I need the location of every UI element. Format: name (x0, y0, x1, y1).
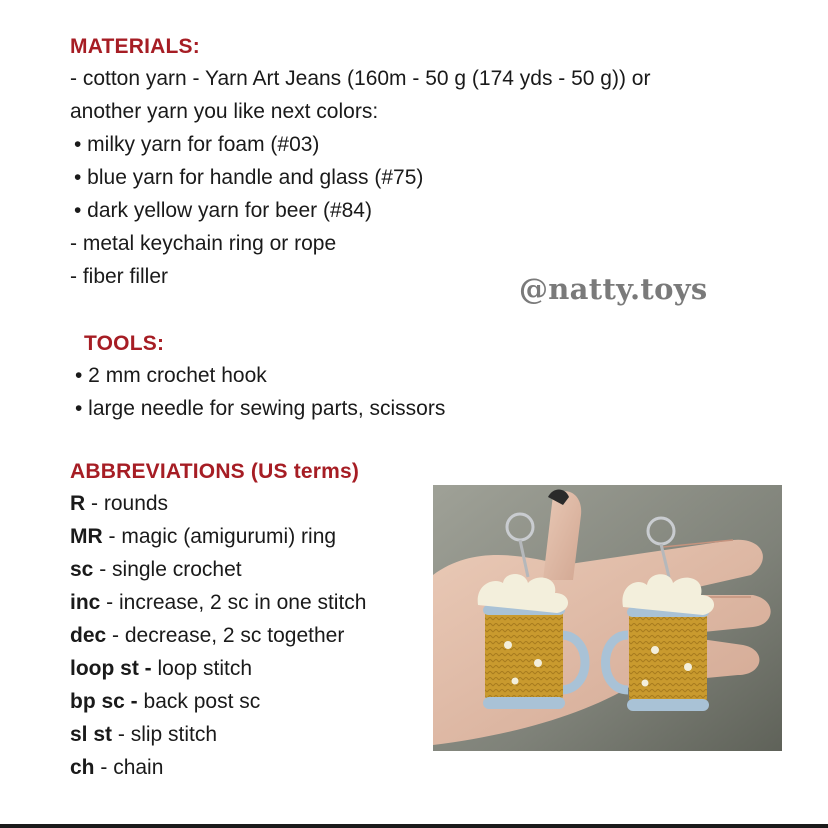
materials-line: • dark yellow yarn for beer (#84) (74, 199, 372, 222)
abbreviations-list (70, 487, 366, 784)
abbreviation-definition: loop stitch (157, 657, 253, 680)
abbreviation-item: dec - decrease, 2 sc together (70, 624, 345, 647)
tools-heading: TOOLS: (84, 332, 165, 355)
abbreviation-item (70, 652, 366, 685)
abbreviation-definition: single crochet (112, 558, 242, 581)
abbreviations-heading: ABBREVIATIONS (US terms) (70, 460, 360, 483)
abbreviation-definition: rounds (103, 492, 169, 515)
abbreviation-definition: chain (113, 756, 164, 779)
tools-line: • large needle for sewing parts, scissors (75, 397, 446, 420)
keychain-photo-illustration (433, 485, 782, 751)
abbreviation-item (70, 685, 366, 718)
materials-line: another yarn you like next colors: (70, 100, 379, 123)
abbreviation-definition: magic (amigurumi) ring (121, 525, 337, 548)
abbreviation-term: R (70, 492, 86, 515)
abbreviation-item: sc - single crochet (70, 558, 242, 581)
abbreviation-item: ch - chain (70, 756, 164, 779)
materials-heading: MATERIALS: (70, 35, 200, 58)
materials-list (70, 62, 650, 293)
abbreviation-term: sl st (70, 723, 113, 746)
materials-line: • milky yarn for foam (#03) (74, 133, 320, 156)
tools-list (75, 359, 445, 425)
abbreviation-definition: slip stitch (130, 723, 218, 746)
abbreviation-definition: increase, 2 sc in one stitch (119, 591, 367, 614)
abbreviation-term: ch (70, 756, 95, 779)
abbreviation-definition: back post sc (143, 690, 261, 713)
abbreviation-item: inc - increase, 2 sc in one stitch (70, 591, 367, 614)
bottom-divider (0, 824, 828, 828)
materials-line: - fiber filler (70, 265, 169, 288)
keychain-photo (433, 485, 782, 751)
materials-line: - cotton yarn - Yarn Art Jeans (160m - 50 g (174 yds - 50 g)) or (70, 67, 651, 90)
abbreviation-term: MR (70, 525, 103, 548)
abbreviation-term: bp sc - (70, 690, 138, 713)
abbreviation-term: sc (70, 558, 94, 581)
abbreviation-term: dec (70, 624, 107, 647)
materials-line: • blue yarn for handle and glass (#75) (74, 166, 424, 189)
abbreviation-item: sl st - slip stitch (70, 723, 218, 746)
abbreviation-term: loop st - (70, 657, 152, 680)
abbreviation-item: MR - magic (amigurumi) ring (70, 525, 337, 548)
materials-line: - metal keychain ring or rope (70, 232, 337, 255)
abbreviation-term: inc (70, 591, 101, 614)
abbreviation-definition: decrease, 2 sc together (124, 624, 345, 647)
abbreviation-item: R - rounds (70, 492, 169, 515)
tools-line: • 2 mm crochet hook (75, 364, 267, 387)
author-handle: @natty.toys (519, 272, 708, 306)
